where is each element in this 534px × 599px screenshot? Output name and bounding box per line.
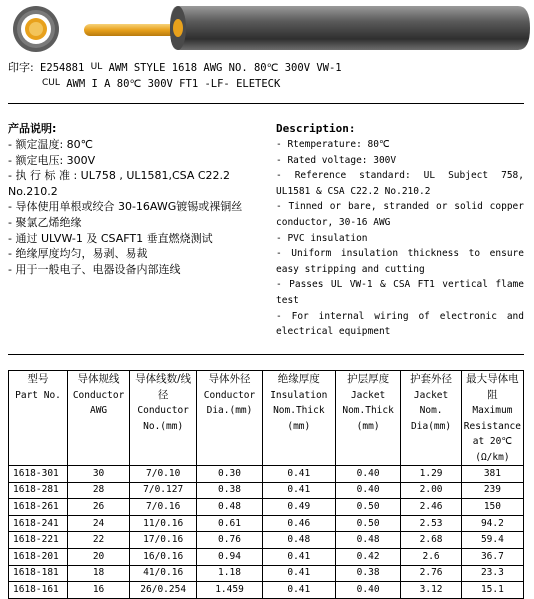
cell-conductor-no: 17/0.16 [130, 532, 197, 549]
cell-jacket-thick: 0.40 [335, 582, 400, 599]
en-list [276, 137, 524, 340]
cn-item: - 执 行 标 准 : UL758 , UL1581,CSA C22.2 No.210.2 [8, 169, 231, 198]
cell-part-no: 1618-261 [9, 499, 68, 516]
cable-marking [8, 60, 342, 92]
marking-style-text: AWM STYLE 1618 AWG NO. 80℃ 300V VW-1 [108, 62, 342, 74]
cell-jacket-thick: 0.50 [335, 515, 400, 532]
cell-conductor-no: 7/0.16 [130, 499, 197, 516]
cable-side-view [84, 6, 530, 50]
cell-insulation: 0.41 [262, 565, 335, 582]
cell-jacket-dia: 2.6 [401, 548, 461, 565]
cell-jacket-thick: 0.48 [335, 532, 400, 549]
ul-recognized-icon: UL [90, 62, 103, 72]
cell-part-no: 1618-221 [9, 532, 68, 549]
cell-insulation: 0.41 [262, 548, 335, 565]
cell-jacket-thick: 0.40 [335, 482, 400, 499]
marking-awm-text: AWM I A 80℃ 300V FT1 -LF- ELETECK [66, 78, 281, 90]
cell-insulation: 0.41 [262, 466, 335, 483]
marking-label: 印字: [8, 61, 34, 74]
cell-conductor-dia: 1.18 [197, 565, 262, 582]
header-jacket-thick: 护层厚度 Jacket Nom.Thick (mm) [335, 371, 400, 466]
cell-resistance: 59.4 [461, 532, 523, 549]
cell-awg: 16 [68, 582, 130, 599]
cell-conductor-dia: 0.48 [197, 499, 262, 516]
cell-part-no: 1618-181 [9, 565, 68, 582]
cell-conductor-dia: 0.61 [197, 515, 262, 532]
cell-jacket-dia: 2.46 [401, 499, 461, 516]
cell-awg: 20 [68, 548, 130, 565]
cell-jacket-dia: 2.00 [401, 482, 461, 499]
ul-mark-icon: UL [48, 78, 60, 88]
table-row [9, 499, 524, 516]
en-item: - Passes UL VW-1 & CSA FT1 vertical flame test [276, 279, 524, 306]
header-conductor-no: 导体线数/线径 Conductor No.(mm) [130, 371, 197, 466]
table-row [9, 532, 524, 549]
cell-part-no: 1618-201 [9, 548, 68, 565]
cell-jacket-thick: 0.38 [335, 565, 400, 582]
spec-table-header-row [9, 371, 524, 466]
table-row [9, 482, 524, 499]
header-conductor-awg: 导体规线 Conductor AWG [68, 371, 130, 466]
cn-item: - 用于一般电子、电器设备内部连线 [8, 262, 181, 276]
cn-item: - 通过 ULVW-1 及 CSAFT1 垂直燃烧测试 [8, 231, 213, 245]
cell-insulation: 0.41 [262, 482, 335, 499]
cell-conductor-no: 41/0.16 [130, 565, 197, 582]
cell-conductor-no: 26/0.254 [130, 582, 197, 599]
cn-item: - 绝缘厚度均匀，易剥、易裁 [8, 247, 148, 261]
cell-conductor-no: 16/0.16 [130, 548, 197, 565]
cell-conductor-dia: 1.459 [197, 582, 262, 599]
cell-awg: 26 [68, 499, 130, 516]
cell-jacket-dia: 2.76 [401, 565, 461, 582]
cell-awg: 24 [68, 515, 130, 532]
cell-awg: 18 [68, 565, 130, 582]
divider-top [8, 103, 524, 104]
description-english [276, 121, 524, 340]
marking-file-number: E254881 [40, 62, 85, 74]
header-conductor-dia: 导体外径 Conductor Dia.(mm) [197, 371, 262, 466]
cell-jacket-dia: 2.53 [401, 515, 461, 532]
cell-conductor-no: 11/0.16 [130, 515, 197, 532]
en-title: Description: [276, 122, 356, 135]
cell-awg: 22 [68, 532, 130, 549]
cn-item: - 导体使用单根或绞合 30-16AWG镀锡或裸铜丝 [8, 200, 243, 214]
en-item: - Rated voltage: 300V [276, 154, 397, 166]
table-row [9, 515, 524, 532]
cn-item: - 聚氯乙烯绝缘 [8, 215, 82, 229]
cell-resistance: 23.3 [461, 565, 523, 582]
cell-awg: 28 [68, 482, 130, 499]
cell-insulation: 0.48 [262, 532, 335, 549]
cell-insulation: 0.41 [262, 582, 335, 599]
cell-conductor-dia: 0.30 [197, 466, 262, 483]
header-part-no: 型号 Part No. [9, 371, 68, 466]
cn-item: - 额定温度: 80℃ [8, 138, 94, 151]
spec-table-body [9, 466, 524, 599]
cn-item: - 额定电压: 300V [8, 153, 96, 167]
cell-jacket-thick: 0.50 [335, 499, 400, 516]
header-insulation-thick: 绝缘厚度 Insulation Nom.Thick (mm) [262, 371, 335, 466]
table-row [9, 466, 524, 483]
en-item: - PVC insulation [276, 232, 368, 244]
cell-insulation: 0.46 [262, 515, 335, 532]
divider-bottom [8, 354, 524, 355]
cable-cross-section [13, 6, 59, 52]
cell-jacket-dia: 1.29 [401, 466, 461, 483]
cell-part-no: 1618-241 [9, 515, 68, 532]
cell-resistance: 36.7 [461, 548, 523, 565]
cell-resistance: 94.2 [461, 515, 523, 532]
marking-line-2 [8, 76, 342, 92]
cell-awg: 30 [68, 466, 130, 483]
cn-title: 产品说明: [8, 122, 57, 135]
header-max-resistance: 最大导体电阻 Maximum Resistance at 20℃ (Ω/km) [461, 371, 523, 466]
marking-line-1 [8, 60, 342, 76]
cell-part-no: 1618-281 [9, 482, 68, 499]
cell-conductor-dia: 0.38 [197, 482, 262, 499]
cell-jacket-thick: 0.40 [335, 466, 400, 483]
cell-jacket-dia: 3.12 [401, 582, 461, 599]
cell-conductor-no: 7/0.127 [130, 482, 197, 499]
cell-resistance: 239 [461, 482, 523, 499]
cell-resistance: 150 [461, 499, 523, 516]
cable-illustration [0, 0, 534, 58]
description-chinese [8, 121, 270, 277]
spec-table [8, 370, 524, 599]
cell-resistance: 15.1 [461, 582, 523, 599]
table-row [9, 548, 524, 565]
en-item: - Uniform insulation thickness to ensure easy stripping and cutting [276, 248, 524, 275]
cell-conductor-dia: 0.94 [197, 548, 262, 565]
en-item: - Rtemperature: 80℃ [276, 139, 390, 150]
cell-conductor-dia: 0.76 [197, 532, 262, 549]
c-mark-icon: C [42, 78, 49, 88]
en-item: - Reference standard: UL Subject 758, UL1581 & CSA C22.2 No.210.2 [276, 170, 524, 197]
en-item: - For internal wiring of electronic and electrical equipment [276, 310, 524, 338]
header-jacket-dia: 护套外径 Jacket Nom. Dia(mm) [401, 371, 461, 466]
cn-list [8, 137, 270, 277]
en-item: - Tinned or bare, stranded or solid copper conductor, 30-16 AWG [276, 201, 524, 228]
table-row [9, 565, 524, 582]
cell-resistance: 381 [461, 466, 523, 483]
cell-conductor-no: 7/0.10 [130, 466, 197, 483]
cell-jacket-dia: 2.68 [401, 532, 461, 549]
cell-jacket-thick: 0.42 [335, 548, 400, 565]
cell-insulation: 0.49 [262, 499, 335, 516]
cell-part-no: 1618-301 [9, 466, 68, 483]
table-row [9, 582, 524, 599]
cell-part-no: 1618-161 [9, 582, 68, 599]
